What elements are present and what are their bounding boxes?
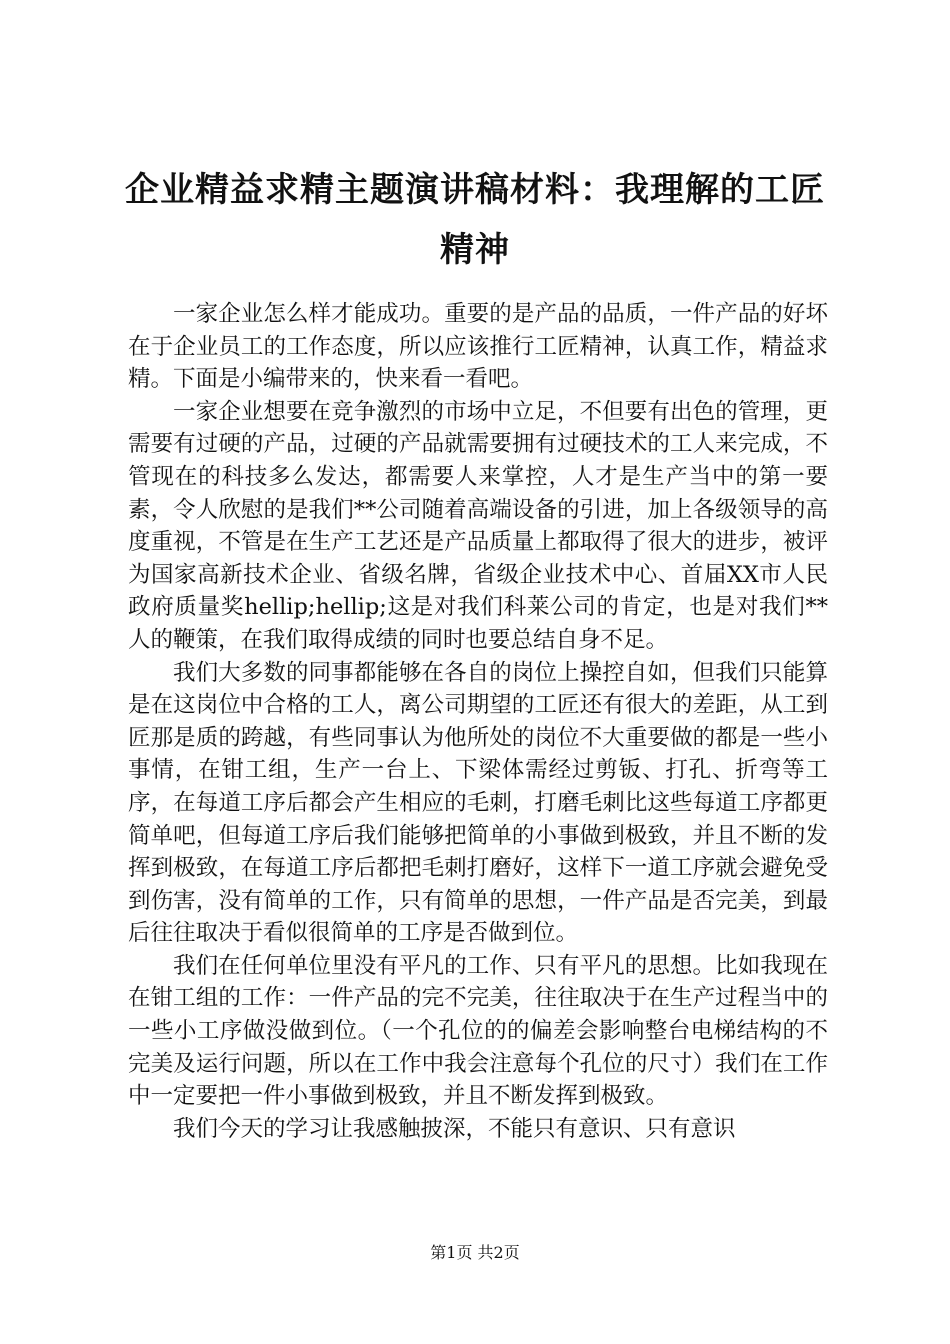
paragraph-3: 我们大多数的同事都能够在各自的岗位上操控自如，但我们只能算是在这岗位中合格的工人，离公司期望的工匠还有很大的差距，从工到匠那是质的跨越，有些同事认为他所处的岗位不大重要做的都是一些小事情，在钳工组，生产一台上、下梁体需经过剪钣、打孔、折弯等工序，在每道工序后都会产生相应的毛刺，打磨毛刺比这些每道工序都更简单吧，但每道工序后我们能够把简单的小事做到极致，并且不断的发挥到极致，在每道工序后都把毛刺打磨好，这样下一道工序就会避免受到伤害，没有简单的工作，只有简单的思想，一件产品是否完美，到最后往往取决于看似很简单的工序是否做到位。 (128, 659, 828, 947)
page-number-footer: 第1页 共2页 (430, 1243, 520, 1262)
document-body (128, 298, 828, 1145)
paragraph-1: 一家企业怎么样才能成功。重要的是产品的品质，一件产品的好坏在于企业员工的工作态度，所以应该推行工匠精神，认真工作，精益求精。下面是小编带来的，快来看一看吧。 (128, 301, 828, 393)
paragraph-2: 一家企业想要在竞争激烈的市场中立足，不但要有出色的管理，更需要有过硬的产品，过硬的产品就需要拥有过硬技术的工人来完成，不管现在的科技多么发达，都需要人来掌控，人才是生产当中的第一要素，令人欣慰的是我们**公司随着高端设备的引进，加上各级领导的高度重视，不管是在生产工艺还是产品质量上都取得了很大的进步，被评为国家高新技术企业、省级名牌，省级企业技术中心、首届XX市人民政府质量奖hellip;hellip;这是对我们科莱公司的肯定，也是对我们**人的鞭策，在我们取得成绩的同时也要总结自身不足。 (128, 398, 828, 653)
document-title: 企业精益求精主题演讲稿材料：我理解的工匠精神 (125, 170, 825, 270)
paragraph-4: 我们在任何单位里没有平凡的工作、只有平凡的思想。比如我现在在钳工组的工作：一件产品的完不完美，往往取决于在生产过程当中的一些小工序做没做到位。（一个孔位的的偏差会影响整台电梯结构的不完美及运行问题，所以在工作中我会注意每个孔位的尺寸）我们在工作中一定要把一件小事做到极致，并且不断发挥到极致。 (128, 952, 828, 1110)
paragraph-5: 我们今天的学习让我感触披深，不能只有意识、只有意识 (173, 1115, 736, 1142)
